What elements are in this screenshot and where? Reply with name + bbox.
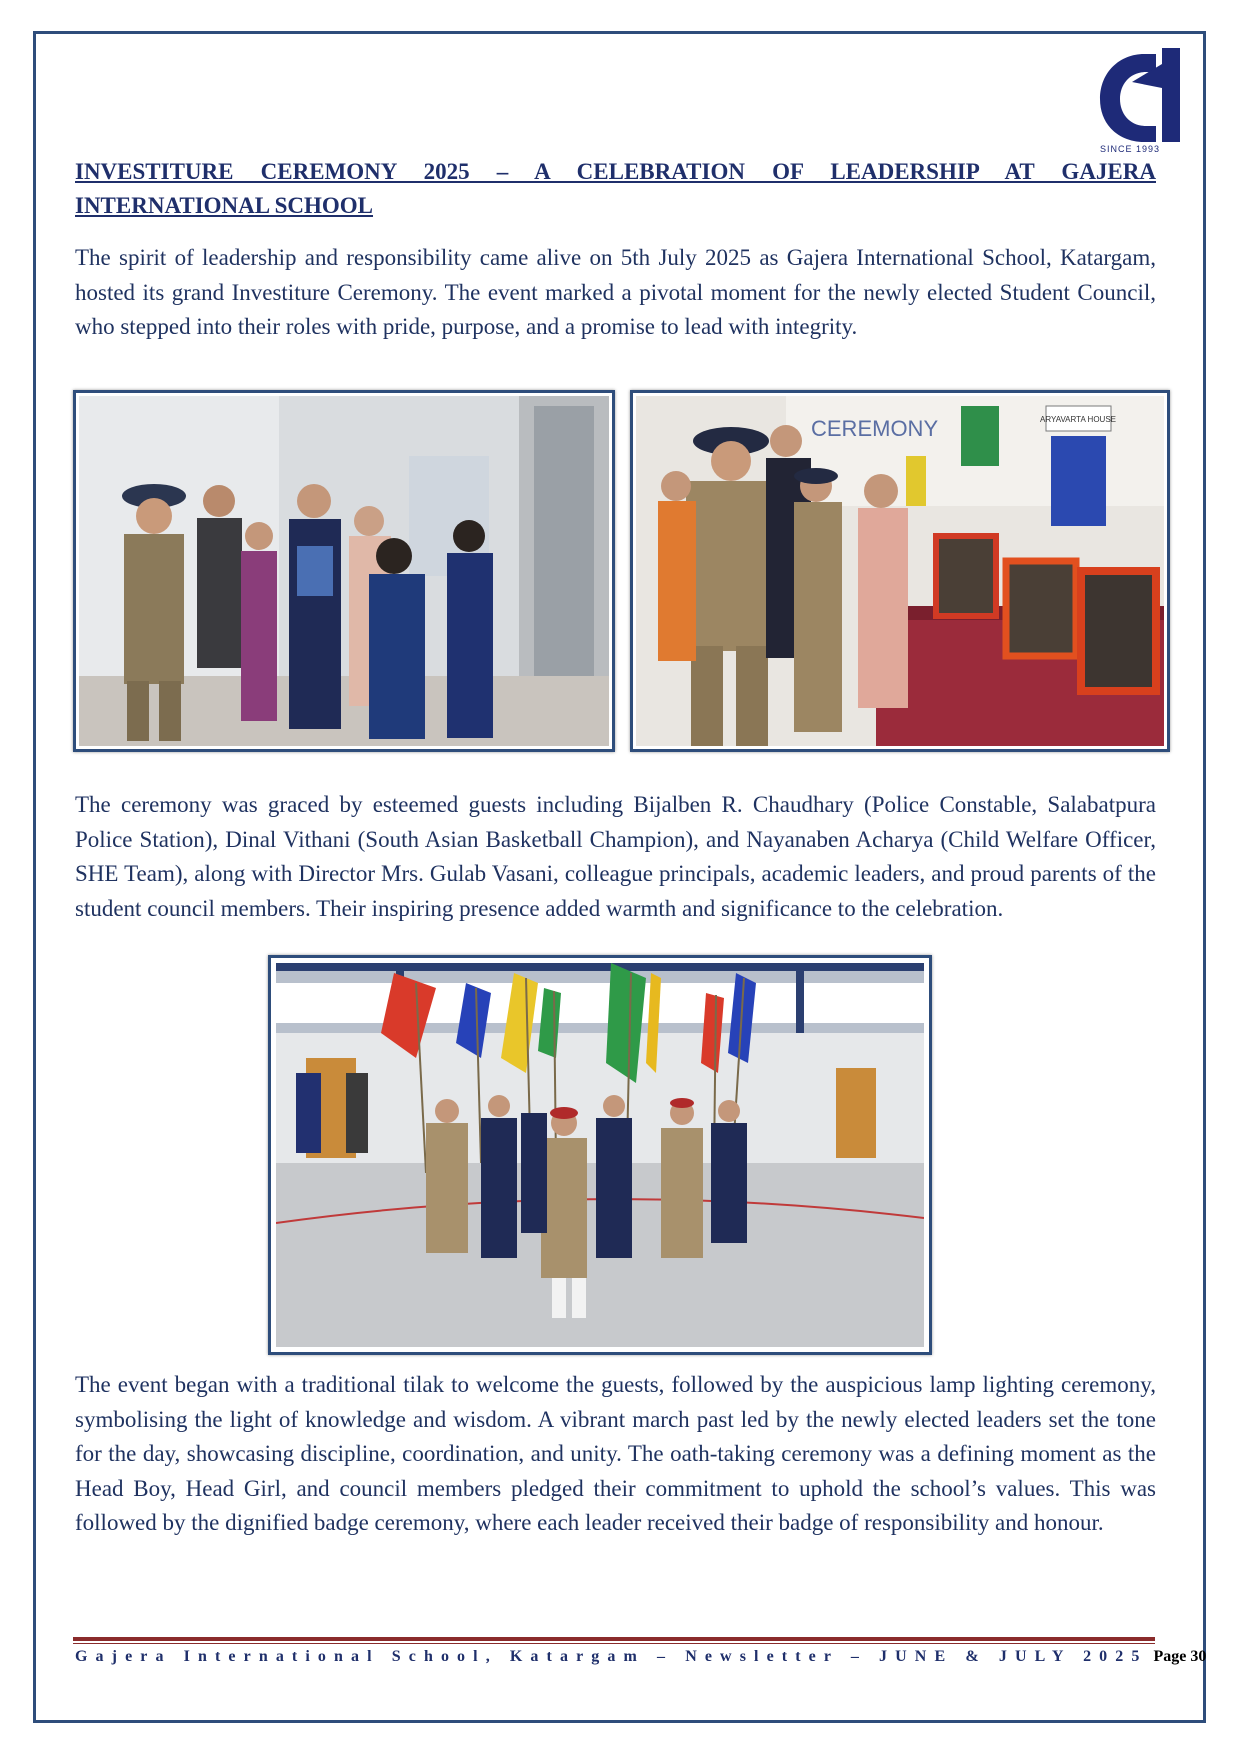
page-number: Page 30: [1153, 1648, 1207, 1665]
guests-paragraph: The ceremony was graced by esteemed guests including Bijalben R. Chaudhary (Police Constable, Salabatpura Police Station), Dinal Vithani (South Asian Basketball Champion), and Nayanaben Acharya (Child Welfare Officer, SHE Team), along with Director Mrs. Gulab Vasani, colleague principals, academic leaders, and proud parents of the student council members. Their inspiring presence added warmth and significance to the celebration.: [75, 792, 1156, 921]
footer-rule-thin: [73, 1643, 1155, 1644]
page-footer: [75, 1648, 1207, 1672]
logo-mark-icon: [1088, 44, 1198, 144]
ceremony-paragraph: The event began with a traditional tilak to welcome the guests, followed by the auspicious lamp lighting ceremony, symbolising the light of knowledge and wisdom. A vibrant march past led by the newly elected leaders set the tone for the day, showcasing discipline, coordination, and unity. The oath-taking ceremony was a defining moment as the Head Boy, Head Girl, and council members pledged their commitment to uphold the school’s values. This was followed by the dignified badge ceremony, where each leader received their badge of responsibility and honour.: [75, 1372, 1156, 1535]
lamp-lighting-photo: [630, 390, 1170, 752]
school-logo: [1088, 44, 1198, 159]
march-past-photo: [268, 955, 932, 1355]
svg-text:CEREMONY: CEREMONY: [811, 416, 939, 441]
article-title: INVESTITURE CEREMONY 2025 – A CELEBRATION OF LEADERSHIP AT GAJERA INTERNATIONAL SCHOOL: [75, 159, 1156, 218]
tilak-ceremony-photo: [73, 390, 615, 752]
aryavarta-banner-text: ARYAVARTA HOUSE: [1039, 415, 1117, 424]
intro-paragraph: The spirit of leadership and responsibility came alive on 5th July 2025 as Gajera International School, Katargam, hosted its grand Investiture Ceremony. The event marked a pivotal moment for the newly elected Student Council, who stepped into their roles with pride, purpose, and a promise to lead with integrity.: [75, 245, 1156, 339]
footer-rule: [73, 1637, 1155, 1641]
footer-text: Gajera International School, Katargam – Newsletter – JUNE & JULY 2025: [75, 1648, 1148, 1665]
logo-since: SINCE 1993: [1100, 144, 1161, 154]
